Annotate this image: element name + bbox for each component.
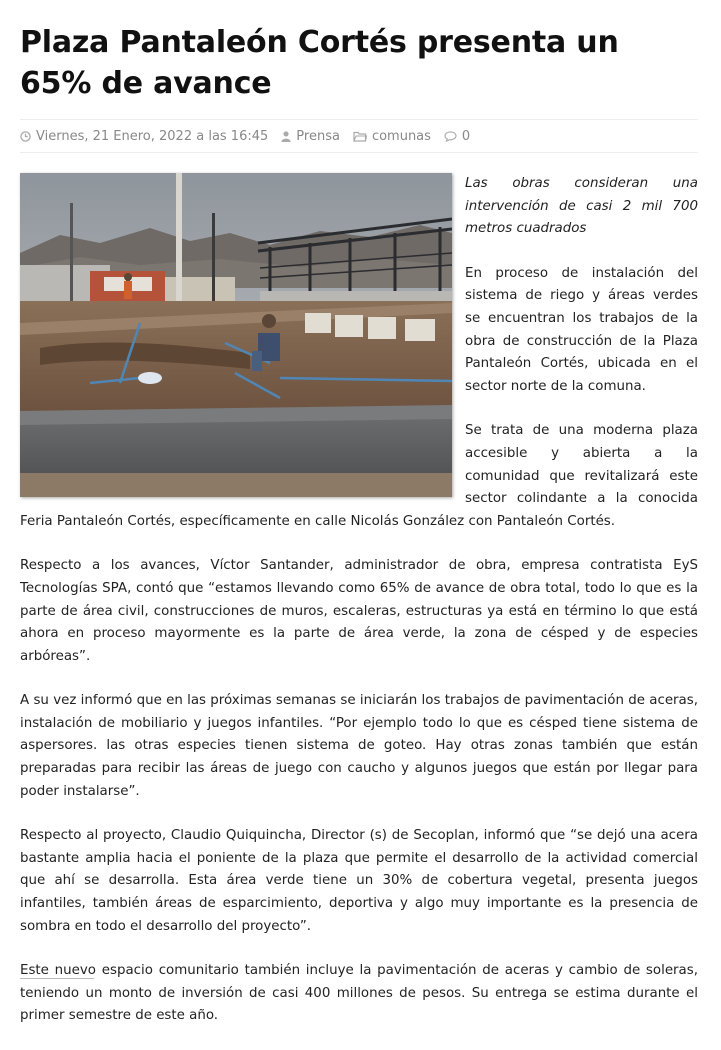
article-paragraph: Se trata de una moderna plaza accesible y abierta a la comunidad que revitalizará este sector colindante a la conocida Feria Pantaleón Cortés, específicamente en calle Nicolás González con Pantaleón Cortés. [20,423,698,529]
post-category-link[interactable]: comunas [371,128,431,144]
folder-icon [353,131,367,142]
user-icon [281,131,291,142]
article-body [20,173,698,1028]
post-date [20,129,268,144]
post-meta [20,119,698,153]
article-paragraph: Respecto a los avances, Víctor Santander, administrador de obra, empresa contratista EyS Tecnologías SPA, contó que “estamos llevando como 65% de avance de obra total, todo lo que es la parte de área civil, construcciones de muros, escaleras, estructuras ya está en término lo que está ahora en proceso mayormente es la parte de área verde, la zona de césped y de especies arbóreas”. [20,558,698,664]
comment-icon [444,131,457,142]
post-comments[interactable] [444,129,470,144]
article-paragraph: Respecto al proyecto, Claudio Quiquincha, Director (s) de Secoplan, informó que “se dejó una acera bastante amplia hacia el poniente de la plaza que permite el desarrollo de la actividad comercial que ahí se desarrolla. Esta área verde tiene un 30% de cobertura vegetal, presenta juegos infantiles, también áreas de esparcimiento, deportiva y algo muy importante es la presencia de sombra en todo el desarrollo del proyecto”. [20,828,698,934]
post-date-text: Viernes, 21 Enero, 2022 a las 16:45 [36,128,269,144]
post-author[interactable] [281,129,340,144]
article-paragraph: A su vez informó que en las próximas semanas se iniciarán los trabajos de pavimentación de aceras, instalación de mobiliario y juegos infantiles. “Por ejemplo todo lo que es césped tiene sistema de aspersores. las otras especies tienen sistema de goteo. Hay otras zonas también que están preparadas para recibir las áreas de juego con caucho y algunos juegos que están por llegar para poder instalarse”. [20,693,698,799]
article-paragraph: En proceso de instalación del sistema de riego y áreas verdes se encuentran los trabajos de la obra de construcción de la Plaza Pantaleón Cortés, ubicada en el sector norte de la comuna. [465,265,698,394]
post-comments-count[interactable]: 0 [461,128,471,144]
article-paragraph: Este nuevo espacio comunitario también incluye la pavimentación de aceras y cambio de soleras, teniendo un monto de inversión de casi 400 millones de pesos. Su entrega se estima durante el primer semestre de este año. [20,963,698,1024]
clock-icon [20,131,31,142]
construction-photo [20,173,452,497]
photo-caption: Las obras consideran una intervención de casi 2 mil 700 metros cuadrados [465,176,698,237]
divider [20,978,94,979]
article-title: Plaza Pantaleón Cortés presenta un 65% de avance [20,25,619,101]
article [20,0,698,1050]
post-category[interactable] [353,129,431,144]
post-author-link[interactable]: Prensa [296,128,340,144]
